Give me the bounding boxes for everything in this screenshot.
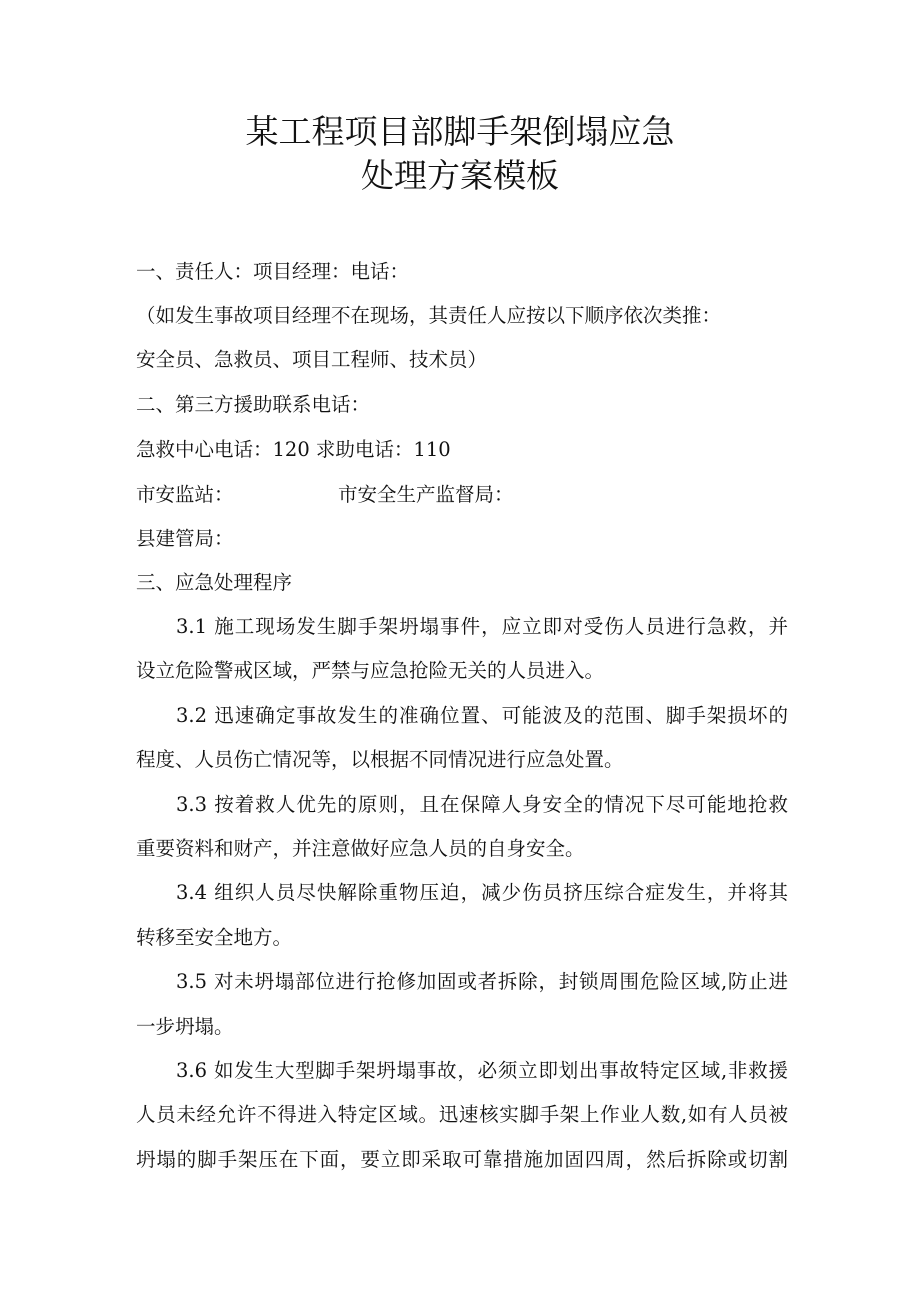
paragraph-3-5-line-1: 3.5 对未坍塌部位进行抢修加固或者拆除，封锁周围危险区域,防止进 <box>176 970 788 993</box>
section-1-note-line-2: 安全员、急救员、项目工程师、技术员） <box>136 348 488 371</box>
section-3-heading: 三、应急处理程序 <box>136 571 293 594</box>
section-2-heading: 二、第三方援助联系电话： <box>136 393 371 416</box>
paragraph-3-4-line-2: 转移至安全地方。 <box>136 926 293 949</box>
city-safety-station: 市安监站： <box>136 483 234 506</box>
paragraph-3-4-line-1: 3.4 组织人员尽快解除重物压迫，减少伤员挤压综合症发生，并将其 <box>176 881 788 904</box>
document-title-line-1: 某工程项目部脚手架倒塌应急 <box>245 112 675 151</box>
section-1-heading: 一、责任人：项目经理：电话： <box>136 260 410 283</box>
paragraph-3-2-line-1: 3.2 迅速确定事故发生的准确位置、可能波及的范围、脚手架损坏的 <box>176 704 788 727</box>
document-title-line-2: 处理方案模板 <box>361 156 559 195</box>
emergency-phones: 急救中心电话：120 求助电话：110 <box>136 438 451 461</box>
paragraph-3-2-line-2: 程度、人员伤亡情况等，以根据不同情况进行应急处置。 <box>136 748 624 771</box>
section-1-note-line-1: （如发生事故项目经理不在现场，其责任人应按以下顺序依次类推： <box>136 304 722 327</box>
paragraph-3-6-line-3: 坍塌的脚手架压在下面，要立即采取可靠措施加固四周，然后拆除或切割 <box>136 1148 788 1171</box>
city-safety-bureau: 市安全生产监督局： <box>338 483 514 506</box>
paragraph-3-5-line-2: 一步坍塌。 <box>136 1015 234 1038</box>
paragraph-3-1-line-2: 设立危险警戒区域，严禁与应急抢险无关的人员进入。 <box>136 659 605 682</box>
paragraph-3-3-line-1: 3.3 按着救人优先的原则，且在保障人身安全的情况下尽可能地抢救 <box>176 793 788 816</box>
county-construction-bureau: 县建管局： <box>136 527 234 550</box>
paragraph-3-1-line-1: 3.1 施工现场发生脚手架坍塌事件，应立即对受伤人员进行急救，并 <box>176 615 788 638</box>
paragraph-3-6-line-2: 人员未经允许不得进入特定区域。迅速核实脚手架上作业人数,如有人员被 <box>136 1103 788 1126</box>
paragraph-3-6-line-1: 3.6 如发生大型脚手架坍塌事故，必须立即划出事故特定区域,非救援 <box>176 1059 788 1082</box>
paragraph-3-3-line-2: 重要资料和财产，并注意做好应急人员的自身安全。 <box>136 837 585 860</box>
